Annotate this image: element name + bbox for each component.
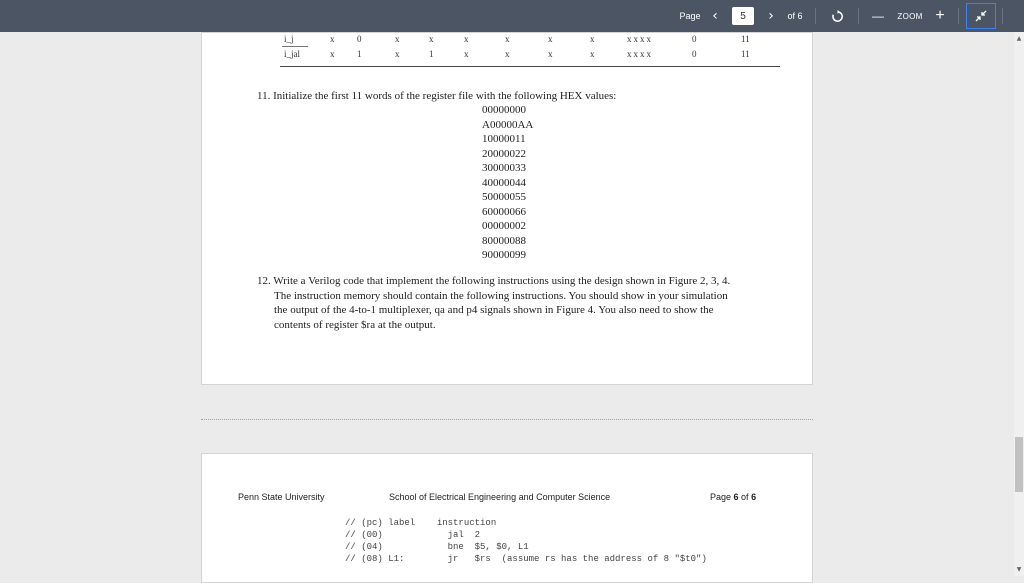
- table-cell: xxxx: [627, 49, 653, 59]
- rotate-icon[interactable]: [827, 0, 847, 32]
- zoom-in-icon[interactable]: +: [935, 7, 945, 24]
- table-underline: [282, 46, 308, 47]
- code-line: // (pc) label instruction: [345, 518, 497, 528]
- table-cell: 0: [357, 34, 362, 44]
- zoom-out-icon[interactable]: —: [872, 9, 884, 23]
- fit-page-icon[interactable]: [966, 3, 996, 29]
- hex-value: 00000002: [482, 220, 526, 232]
- table-cell: x: [548, 34, 553, 44]
- toolbar-divider: [858, 8, 859, 24]
- table-cell: x: [590, 34, 595, 44]
- question-11-text: 11. Initialize the first 11 words of the register file with the following HEX values:: [257, 90, 617, 102]
- code-line: // (00) jal 2: [345, 530, 481, 540]
- table-cell: 0: [692, 34, 697, 44]
- table-cell: 11: [741, 34, 750, 44]
- university-name: Penn State University: [238, 492, 325, 502]
- question-12-line: The instruction memory should contain the following instructions. You should show in your simulation: [274, 289, 728, 302]
- hex-value: 20000022: [482, 147, 526, 160]
- page-number-input[interactable]: 5: [732, 7, 754, 25]
- hex-value: 30000033: [482, 162, 526, 174]
- pdf-toolbar: [0, 0, 1024, 32]
- question-12-line: contents of register $ra at the output.: [274, 318, 436, 331]
- hex-value: 90000099: [482, 249, 526, 261]
- table-cell: x: [429, 34, 434, 44]
- table-cell: x: [395, 49, 400, 59]
- table-row-label: i_jal: [284, 49, 300, 59]
- hex-value: 60000066: [482, 205, 526, 218]
- prev-page-icon[interactable]: ‹: [712, 8, 718, 24]
- question-12-line: the output of the 4-to-1 multiplexer, qa and p4 signals shown in Figure 4. You also need to show the: [274, 304, 714, 316]
- table-cell: x: [505, 34, 510, 44]
- table-cell: xxxx: [627, 34, 653, 44]
- table-cell: 11: [741, 49, 750, 59]
- next-page-icon[interactable]: ›: [768, 8, 774, 24]
- toolbar-divider: [1002, 8, 1003, 24]
- document-viewer[interactable]: [0, 32, 1014, 576]
- page-total-label: of 6: [787, 11, 803, 21]
- table-cell: x: [330, 34, 335, 44]
- table-cell: x: [590, 49, 595, 59]
- hex-value: 80000088: [482, 234, 526, 247]
- page-separator: [201, 419, 813, 420]
- table-cell: x: [330, 49, 335, 59]
- table-row-label: i_j: [284, 34, 294, 44]
- page-label: Page: [679, 11, 701, 21]
- school-name: School of Electrical Engineering and Computer Science: [389, 492, 611, 502]
- code-line: // (04) bne $5, $0, L1: [345, 542, 529, 552]
- table-cell: x: [464, 49, 469, 59]
- scrollbar-thumb[interactable]: [1015, 437, 1023, 492]
- scroll-up-icon[interactable]: ▲: [1016, 34, 1022, 42]
- table-cell: 0: [692, 49, 697, 59]
- hex-value: 40000044: [482, 176, 526, 189]
- toolbar-divider: [815, 8, 816, 24]
- hex-value: 50000055: [482, 191, 526, 203]
- code-line: // (08) L1: jr $rs (assume rs has the address of 8 "$t0"): [345, 554, 707, 564]
- table-cell: x: [548, 49, 553, 59]
- question-12-line: 12. Write a Verilog code that implement the following instructions using the design shown in Figure 2, 3, 4.: [257, 275, 731, 287]
- hex-value: 10000011: [482, 133, 526, 145]
- hex-value: A00000AA: [482, 118, 534, 131]
- hex-value: 00000000: [482, 104, 526, 116]
- table-cell: 1: [429, 49, 434, 59]
- table-cell: x: [505, 49, 510, 59]
- zoom-label: ZOOM: [897, 11, 923, 21]
- page-footer-number: Page 6 of 6: [710, 492, 757, 502]
- table-cell: 1: [357, 49, 362, 59]
- table-cell: x: [395, 34, 400, 44]
- scroll-down-icon[interactable]: ▼: [1016, 565, 1022, 573]
- table-bottom-rule: [280, 66, 780, 67]
- table-cell: x: [464, 34, 469, 44]
- vertical-scrollbar[interactable]: [1014, 32, 1024, 576]
- toolbar-divider: [958, 8, 959, 24]
